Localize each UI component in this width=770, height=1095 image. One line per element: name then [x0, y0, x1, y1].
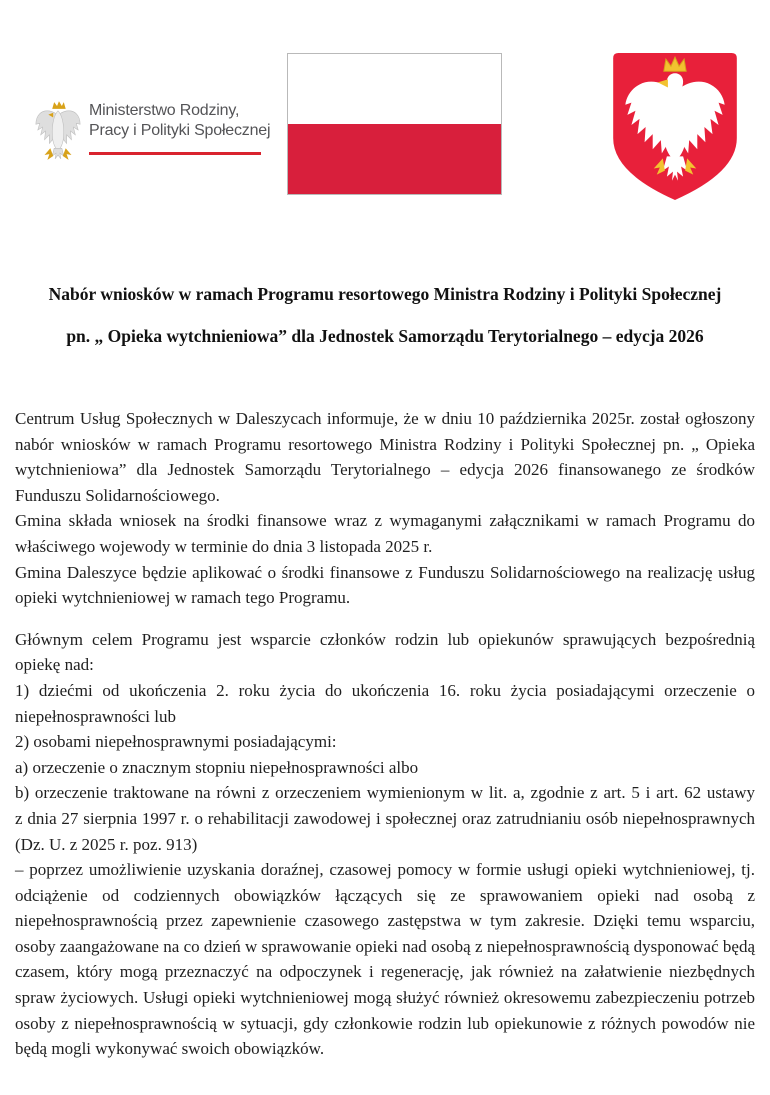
flag-red-stripe: [288, 124, 501, 194]
title-line2: pn. „ Opieka wytchnieniowa” dla Jednostek Samorządu Terytorialnego – edycja 2026: [66, 326, 704, 346]
paragraph-deadline: Gmina składa wniosek na środki finansowe wraz z wymaganymi załącznikami w ramach Programu do właściwego wojewody w terminie do dnia 3 listopada 2025 r.: [15, 511, 755, 556]
poland-flag: [287, 53, 502, 195]
announcement-title: [18, 284, 752, 347]
ministry-logo-underline: [89, 152, 261, 155]
title-line1: Nabór wniosków w ramach Programu resortowego Ministra Rodziny i Polityki Społecznej: [48, 284, 722, 304]
paragraph-item-2: 2) osobami niepełnosprawnymi posiadającymi:: [15, 732, 337, 752]
paragraph-intro: Centrum Usług Społecznych w Daleszycach informuje, że w dniu 10 października 2025r. został ogłoszony nabór wniosków w ramach Programu resortowego Ministra Rodziny i Polityki Społecznej pn. „ Opieka wytchnieniowa” dla Jednostek Samorządu Terytorialnego – edycja 2026 finansowanego ze środków Funduszu Solidarnościowego.: [15, 409, 755, 505]
paragraph-program-goal: Głównym celem Programu jest wsparcie członków rodzin lub opiekunów sprawujących bezpośrednią opiekę nad:: [15, 629, 755, 675]
ministry-logo-line2: Pracy i Polityki Społecznej: [89, 122, 271, 139]
paragraph-item-1: 1) dziećmi od ukończenia 2. roku życia do ukończenia 16. roku życia posiadającymi orzeczenie o niepełnosprawności lub: [15, 680, 755, 726]
ministry-logo-text: [89, 101, 270, 155]
paragraph-support-details: – poprzez umożliwienie uzyskania doraźnej, czasowej pomocy w formie usługi opieki wytchnieniowej, tj. odciążenie od codziennych obowiązków łączących się ze sprawowaniem opieki nad osobą z niepełnosprawnością przez zapewnienie czasowego zastępstwa w tym zakresie. Dzięki temu wsparciu, osoby zaangażowane na co dzień w sprawowanie opieki nad osobą z niepełnosprawnością dysponować będą czasem, który mogą przeznaczyć na odpoczynek i regenerację, jak również na załatwienie niezbędnych spraw życiowych. Usługi opieki wytchnieniowej mogą służyć również okresowemu zabezpieczeniu potrzeb osoby z niepełnosprawnością w sytuacji, gdy członkowie rodzin lub opiekunowie z różnych powodów nie będą mogli wykonywać swoich obowiązków.: [15, 860, 755, 1059]
poland-coat-of-arms-icon: [611, 51, 739, 203]
paragraph-item-2a: a) orzeczenie o znacznym stopniu niepełnosprawności albo: [15, 757, 419, 777]
paragraph-application: Gmina Daleszyce będzie aplikować o środki finansowe z Funduszu Solidarnościowego na realizację usług opieki wytchnieniowej w ramach tego Programu.: [15, 562, 755, 608]
announcement-body: [15, 406, 755, 1062]
ministry-eagle-icon: [33, 99, 83, 163]
ministry-logo-line1: Ministerstwo Rodziny,: [89, 102, 240, 119]
paragraph-item-2b: b) orzeczenie traktowane na równi z orzeczeniem wymienionym w lit. a, zgodnie z art. 5 i art. 62 ustawy z dnia 27 sierpnia 1997 r. o rehabilitacji zawodowej i społecznej oraz zatrudnianiu osób niepełnosprawnych (Dz. U. z 2025 r. poz. 913): [15, 783, 755, 854]
flag-white-stripe: [288, 54, 501, 124]
